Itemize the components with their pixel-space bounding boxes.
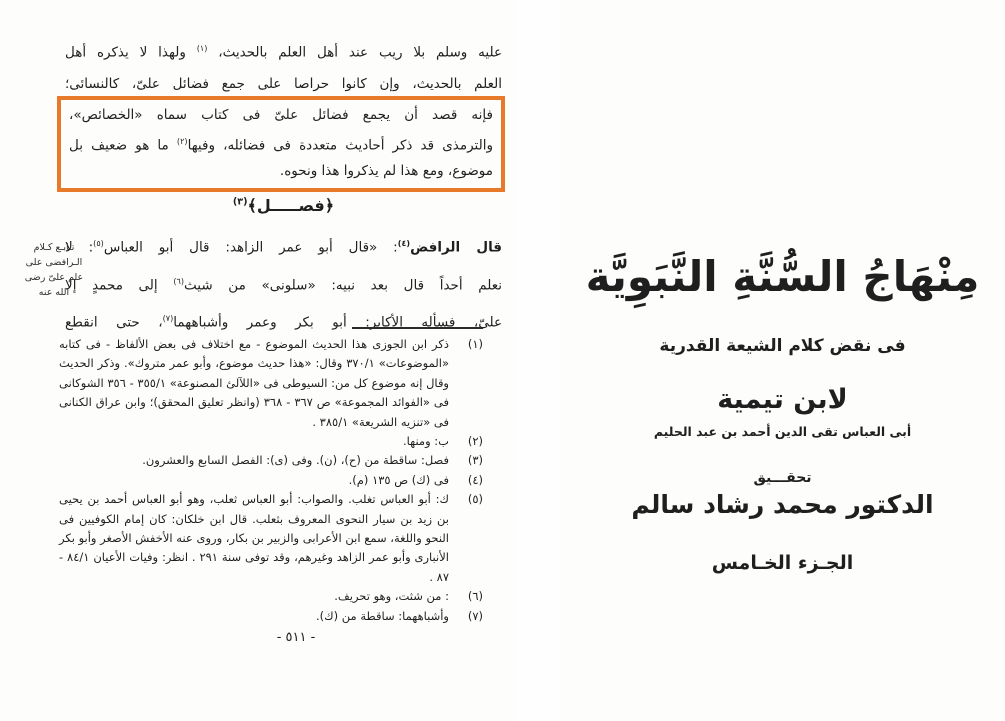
footnote-marker: (٧)	[467, 608, 483, 623]
footnotes-list	[59, 335, 483, 626]
page-number: - ٥١١ -	[276, 630, 316, 645]
footnote-item	[59, 607, 483, 626]
book-author-full-name: أبى العباس تقى الدين أحمد بن عبد الحليم	[653, 424, 912, 439]
footnote-separator-line	[352, 327, 483, 329]
volume-label: الجـزء الخـامس	[711, 552, 854, 574]
footnote-item	[59, 587, 483, 606]
book-subtitle: فى نقض كلام الشيعة القدرية	[659, 336, 906, 356]
footnote-marker: (٢)	[467, 434, 483, 449]
footnote-item	[59, 471, 483, 490]
main-paragraph-top: عليه وسلم بلا ريب عند أهل العلم بالحديث، $^{(١)}$ ولهذا لا يذكره أهل العلم بالحديث، وإن كانوا حراصا على جمع فضائل علىّ، كالنسائى؛	[65, 43, 502, 92]
title-page	[560, 0, 1005, 721]
highlight-box: فإنه قصد أن يجمع فضائل علىّ فى كتاب سماه «الخصائص»، والترمذى قد ذكر أحاديث متعددة فى فضائله، وفيها$^{(٢)}$ ما هو ضعيف بل موضوع، ومع هذا لم يذكروا هذا ونحوه.	[57, 96, 505, 192]
tahqiq-label: تحقـــيق	[753, 470, 812, 486]
footnote-item	[59, 451, 483, 470]
margin-note: تـابـع كـلام الـرافضى على علم علىّ رضى الله عنه	[24, 242, 84, 298]
footnote-marker: (٤)	[467, 472, 483, 487]
footnote-text: : من شثت، وهو تحريف.	[334, 589, 449, 604]
footnote-marker: (٣)	[467, 453, 483, 468]
footnote-item	[59, 335, 483, 432]
footnote-text: وأشباههما: ساقطة من (ك).	[316, 608, 449, 623]
editor-name: الدكتور محمد رشاد سالم	[631, 490, 934, 519]
footnote-text: فى (ك) ص ١٣٥ (م).	[348, 472, 449, 487]
footnote-marker: (٥)	[467, 492, 483, 507]
footnote-text: ك: أبو العباس تغلب. والصواب: أبو العباس ثعلب، وهو أبو العباس أحمد بن يحيى بن زيد بن سيار النحوى المعروف بثعلب. قال ابن خلكان: كان إمام الكوفيين فى النحو واللغة، سمع ابن الأعرابى والزبير بن بكار، وروى عنه الأخفش الأصغر وأبو بكر الأنبارى وأبو عمر الزاهد وغيرهم، وقد توفى سنة ٢٩١ . انظر: وفيات الأعيان ٨٤/١ - ٨٧ .	[59, 492, 449, 584]
footnote-item	[59, 490, 483, 587]
footnote-text: ب: ومنها.	[403, 434, 449, 449]
footnote-item	[59, 432, 483, 451]
section-heading-fasl: ﴿فصـــــل﴾$^{(٣)}$	[232, 196, 335, 215]
footnote-marker: (٦)	[467, 589, 483, 604]
footnote-text: فصل: ساقطة من (ح)، (ن). وفى (ى): الفصل السابع والعشرون.	[142, 453, 449, 468]
main-paragraph-rafidi: قال الرافض$^{(٤)}$: «قال أبو عمر الزاهد: قال أبو العباس$^{(٥)}$: لا نعلم أحداً قال بعد نبيه: «سلونى» من شيث$^{(٦)}$ إلى محمدٍ إلا علىّ، فسأله الأكابر: أبو بكر وعمر وأشباههما$^{(٧)}$، حتى انقطع	[65, 238, 502, 331]
footnote-marker: (١)	[467, 337, 483, 351]
book-title: مِنْهَاجُ السُّنَّةِ النَّبَوِيَّة	[585, 252, 980, 301]
book-byline-ibn-taymiyyah: لابن تيمية	[717, 384, 848, 415]
footnote-text: ذكر ابن الجوزى هذا الحديث الموضوع - مع اختلاف فى بعض الألفاظ - فى كتابه «الموضوعات» ٣٧٠/١ وقال: «هذا حديث موضوع، وأبو عمر متروك». وذكر الحديث وقال إنه موضوع كل من: السيوطى فى «اللآلئ المصنوعة» ٣٥٥/١ - ٣٥٦ الشوكانى فى «الفوائد المجموعة» ص ٣٦٧ - ٣٦٨ (وانظر تعليق المحقق)؛ وابن عراق الكنانى فى «تنزيه الشريعة» ٣٨٥/١ .	[59, 337, 449, 429]
